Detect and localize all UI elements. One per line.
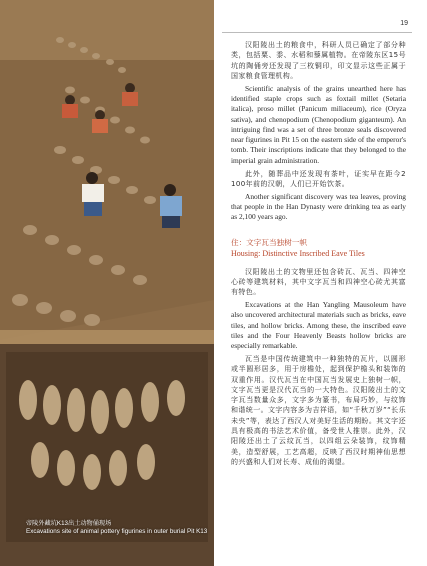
paragraph: Scientific analysis of the grains unearthed here has identified staple crops such as foxtail millet (Setaria italica), proso millet (Panicum miliaceum), rice (Oryza sativa), and chenopodium (Chenopodium giganteum). An intriguing find was a set of three bronze seals discovered near figurines in Pit 15 on the eastern side of the emperor's tomb. Their inscriptions indicate that they belonged to the imperial grain administration.: [231, 83, 406, 165]
paragraph: Another significant discovery was tea leaves, proving that people in the Han Dynasty were drinking tea as early as 2,100 years ago.: [231, 191, 406, 222]
page-number: 19: [400, 20, 408, 27]
paragraph: 此外，随葬品中还发现有茶叶，证实早在距今2 100年前的汉朝，人们已开始饮茶。: [231, 169, 406, 188]
section-heading-zh: 住：文字瓦当独树一帜: [231, 237, 307, 247]
section-heading: [231, 237, 406, 259]
paragraph: 汉阳陵出土的粮食中，科研人员已确定了部分种类，包括粟、黍、水稻和藜属植物。在帝陵东区15号坑的陶俑旁还发现了三枚铜印，印文显示这些正属于国家粮食管理机构。: [231, 41, 406, 80]
paragraphs-after: [231, 267, 406, 468]
paragraph: 瓦当是中国传统建筑中一种独特的瓦片，以圆形或半圆形居多，用于房檐处，起到保护檐头和装饰的双重作用。汉代瓦当在中国瓦当发展史上独树一帜，文字瓦当更是汉代瓦当的一大特色。汉阳陵出土的文字瓦当数量众多，文字多为篆书，布局巧妙，与纹饰和谐统一。文字内容多为吉祥语，如“千秋万岁”“长乐未央”等，表达了西汉人对美好生活的期盼。其文字还具有极高的书法艺术价值，备受世人推崇。此外，汉阳陵还出土了云纹瓦当，以四组云朵装饰，纹饰精美，造型舒展，工艺高超，反映了西汉时期神仙思想的兴盛和人们对长寿、成仙的渴望。: [231, 354, 406, 466]
caption-zh: 帝陵外藏坑K13出土动物俑现场: [26, 520, 112, 527]
paragraphs-before: [231, 40, 406, 223]
photo-caption: [26, 520, 211, 536]
article-body: [231, 40, 406, 470]
caption-en: Excavations site of animal pottery figurines in outer burial Pit K13: [26, 528, 208, 535]
paragraph: Excavations at the Han Yangling Mausoleum have also uncovered architectural materials such as bricks, eave tiles, and hollow bricks. Among these, the inscribed eave tiles and the Four Heavenly Beasts hollow bricks are especially remarkable.: [231, 299, 406, 351]
section-heading-en: Housing: Distinctive Inscribed Eave Tiles: [231, 248, 365, 258]
paragraph: 汉阳陵出土的文物里还包含砖瓦、瓦当、四神空心砖等建筑材料，其中文字瓦当和四神空心砖尤其富有特色。: [231, 267, 406, 297]
header-rule: [222, 32, 412, 33]
